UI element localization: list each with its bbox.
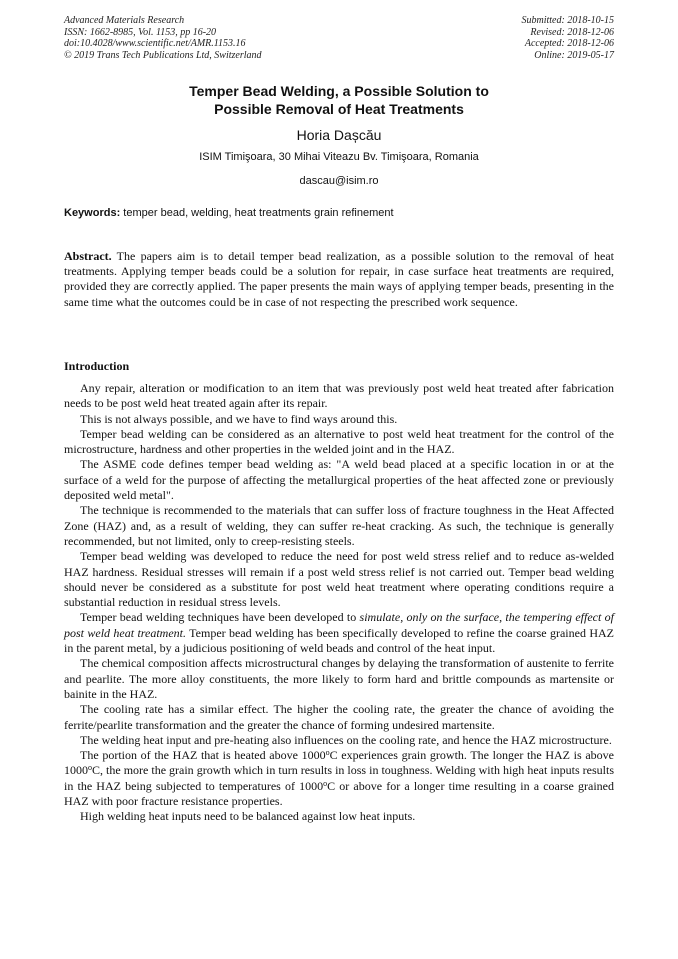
journal-info [64, 15, 262, 61]
author-name: Horia Dașcău [296, 127, 382, 143]
author-affiliation: ISIM Timişoara, 30 Mihai Viteazu Bv. Timişoara, Romania [199, 151, 479, 163]
emphasis-text: simulate, only on the surface, the tempering effect of post weld heat treatment. [64, 610, 614, 640]
text-run: The portion of the HAZ that is heated above 1000 [80, 748, 326, 763]
paragraph: The chemical composition affects microstructural changes by delaying the transformation of austenite to ferrite and pearlite. The more alloy constituents, the more likely to form hard and brittle compounds as martensite or bainite in the HAZ. [64, 656, 614, 701]
date-online: Online: 2019-05-17 [534, 49, 614, 61]
introduction-body [64, 381, 614, 825]
paragraph: The technique is recommended to the materials that can suffer loss of fracture toughness in the Heat Affected Zone (HAZ) and, as a result of welding, they can suffer re-heat cracking. As such, the technique is generally recommended, but not limited, only to creep-resisting steels. [64, 503, 614, 548]
title-line-2: Possible Removal of Heat Treatments [214, 101, 464, 117]
section-heading-introduction: Introduction [64, 359, 130, 373]
paragraph [64, 610, 614, 656]
keywords-text: temper bead, welding, heat treatments grain refinement [120, 207, 394, 219]
journal-name: Advanced Materials Research [64, 15, 185, 26]
text-run: C or above for a longer time resulting in a coarse grained HAZ with poor fracture resistance properties. [64, 778, 614, 809]
date-submitted: Submitted: 2018-10-15 [521, 15, 614, 26]
keywords-line [64, 207, 394, 220]
author-email: dascau@isim.ro [299, 175, 379, 187]
journal-doi: doi:10.4028/www.scientific.net/AMR.1153.16 [64, 38, 246, 49]
abstract-label: Abstract. [64, 249, 112, 263]
paragraph: High welding heat inputs need to be balanced against low heat inputs. [80, 809, 416, 824]
text-run: C, the more the grain growth which in turn results in loss in toughness. Welding with high heat inputs results in the HAZ being subjected to temperatures of 1000 [64, 763, 614, 793]
degree-superscript: o [323, 778, 328, 788]
text-run: Temper bead welding techniques have been developed to [80, 610, 360, 625]
paragraph: This is not always possible, and we have to find ways around this. [80, 411, 398, 426]
date-revised: Revised: 2018-12-06 [530, 26, 614, 38]
paper-title [64, 82, 614, 118]
paragraph: Temper bead welding can be considered as an alternative to post weld heat treatment for the control of the microstructure, hardness and other properties in the welded joint and in the HAZ. [64, 426, 614, 457]
paragraph: The cooling rate has a similar effect. The higher the cooling rate, the greater the chance of avoiding the ferrite/pearlite transformation and the greater the chance of forming undesired martensite. [64, 702, 614, 732]
paragraph: Temper bead welding was developed to reduce the need for post weld stress relief and to reduce as-welded HAZ hardness. Residual stresses will remain if a post weld stress relief is not carried out. Temper bead welding should never be considered as a substitute for post weld heat treatment where operating conditions require a substantial reduction in residual stress levels. [64, 549, 614, 610]
paragraph: Any repair, alteration or modification to an item that was previously post weld heat treated after fabrication needs to be post weld heat treated again after its repair. [64, 381, 614, 411]
text-run: Temper bead welding has been specifically developed to refine the coarse grained HAZ in the parent metal, by a judicious positioning of weld beads and control of the heat input. [64, 625, 615, 656]
publication-dates [522, 15, 615, 61]
keywords-label: Keywords: [64, 207, 121, 219]
paragraph [64, 748, 614, 809]
date-accepted: Accepted: 2018-12-06 [524, 38, 614, 49]
degree-superscript: o [88, 763, 92, 773]
journal-copyright: © 2019 Trans Tech Publications Ltd, Switzerland [64, 49, 262, 61]
paragraph: The welding heat input and pre-heating also influences on the cooling rate, and hence the HAZ microstructure. [80, 732, 612, 747]
abstract [64, 249, 614, 310]
text-run: C experiences grain growth. The longer the HAZ is above 1000 [64, 748, 614, 778]
title-line-1: Temper Bead Welding, a Possible Solution to [189, 83, 489, 99]
degree-superscript: o [325, 748, 330, 758]
journal-issn: ISSN: 1662-8985, Vol. 1153, pp 16-20 [64, 26, 217, 38]
paragraph: The ASME code defines temper bead welding as: "A weld bead placed at a specific location in or at the surface of a weld for the purpose of affecting the metallurgical properties of the heat affected zone or previously deposited weld metal". [64, 457, 614, 503]
abstract-text: The papers aim is to detail temper bead realization, as a possible solution to the removal of heat treatments. Applying temper beads could be a solution for repair, in case surface heat treatments are required, provided they are correctly applied. The paper presents the main ways of applying temper beads, presenting in the same time what the outcomes could be in case of not respecting the prescribed work sequence. [64, 249, 614, 309]
